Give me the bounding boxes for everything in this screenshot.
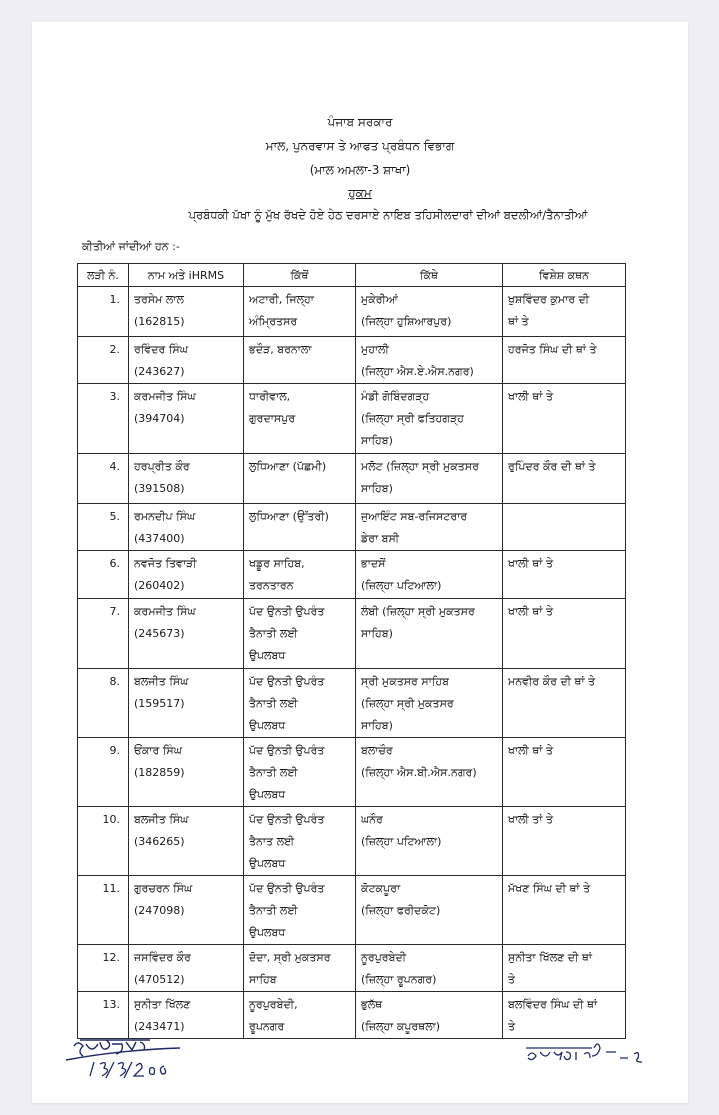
to-line: ਸਾਹਿਬ) bbox=[361, 434, 393, 447]
remarks-line: ਹਰਜੋਤ ਸਿੰਘ ਦੀ ਥਾਂ ਤੇ bbox=[508, 343, 597, 356]
cell-serial bbox=[78, 669, 129, 738]
cell-from bbox=[244, 454, 356, 504]
to-line: ਬਲਾਚੌਰ bbox=[361, 744, 393, 757]
cell-name-ihrms bbox=[129, 599, 244, 669]
cell-name-ihrms bbox=[129, 504, 244, 551]
column-header-to: ਕਿੱਥੇ bbox=[356, 264, 503, 287]
ihrms-id: (260402) bbox=[134, 579, 185, 592]
document-page bbox=[32, 22, 688, 1103]
from-line: ਉਪਲਬਧ bbox=[249, 649, 286, 662]
table-row bbox=[78, 945, 626, 992]
from-line: ਖਡੂਰ ਸਾਹਿਬ, bbox=[249, 557, 305, 570]
remarks-line: ਮਨਵੀਰ ਕੌਰ ਦੀ ਥਾਂ ਤੇ bbox=[508, 675, 596, 688]
table-row bbox=[78, 287, 626, 337]
branch-title: (ਮਾਲ ਅਮਲਾ-3 ਸ਼ਾਖਾ) bbox=[309, 163, 411, 177]
to-line: ਘਨੌਰ bbox=[361, 813, 383, 826]
remarks-line: ਸੁਨੀਤਾ ਖਿੱਲਣ ਦੀ ਥਾਂ bbox=[508, 951, 592, 964]
cell-remarks bbox=[503, 287, 626, 337]
cell-from bbox=[244, 738, 356, 807]
cell-to bbox=[356, 945, 503, 992]
cell-to bbox=[356, 384, 503, 454]
table-row bbox=[78, 738, 626, 807]
cell-serial bbox=[78, 504, 129, 551]
from-line: ਅਟਾਰੀ, ਜਿਲ੍ਹਾ bbox=[249, 293, 314, 306]
cell-from bbox=[244, 669, 356, 738]
from-line: ਰੂਪਨਗਰ bbox=[249, 1020, 285, 1033]
from-line: ਨੂਰਪੁਰਬੇਦੀ, bbox=[249, 998, 298, 1011]
from-line: ਲੁਧਿਆਣਾ (ਉੱਤਰੀ) bbox=[249, 510, 329, 523]
from-line: ਸਾਹਿਬ bbox=[249, 973, 277, 986]
serial-number: 9. bbox=[109, 744, 120, 757]
remarks-line: ਤੇ bbox=[508, 1020, 516, 1033]
column-header-name: ਨਾਮ ਅਤੇ iHRMS bbox=[129, 264, 244, 287]
signature-left bbox=[60, 1036, 190, 1082]
ihrms-id: (470512) bbox=[134, 973, 185, 986]
to-line: ਨੂਰਪੁਰਬੇਦੀ bbox=[361, 951, 407, 964]
remarks-line: ਤੇ bbox=[508, 973, 516, 986]
cell-serial bbox=[78, 599, 129, 669]
cell-to bbox=[356, 992, 503, 1039]
officer-name: ਰਮਨਦੀਪ ਸਿੰਘ bbox=[134, 510, 196, 523]
cell-serial bbox=[78, 287, 129, 337]
ihrms-id: (394704) bbox=[134, 412, 185, 425]
to-line: ਸਾਹਿਬ) bbox=[361, 719, 393, 732]
serial-number: 1. bbox=[109, 293, 120, 306]
from-line: ਅੰਮ੍ਰਿਤਸਰ bbox=[249, 315, 298, 328]
cell-remarks bbox=[503, 876, 626, 945]
cell-to bbox=[356, 807, 503, 876]
cell-serial bbox=[78, 807, 129, 876]
cell-remarks bbox=[503, 384, 626, 454]
cell-to bbox=[356, 669, 503, 738]
to-line: (ਜਿਲ੍ਹਾ ਹੁਸ਼ਿਆਰਪੁਰ) bbox=[361, 315, 452, 328]
ihrms-id: (247098) bbox=[134, 904, 185, 917]
remarks-line: ਬਲਵਿੰਦਰ ਸਿੰਘ ਦੀ ਥਾਂ bbox=[508, 998, 598, 1011]
remarks-line: ਖਾਲੀ ਥਾਂ ਤੇ bbox=[508, 744, 553, 757]
from-line: ਦੋਦਾ, ਸ੍ਰੀ ਮੁਕਤਸਰ bbox=[249, 951, 331, 964]
cell-from bbox=[244, 876, 356, 945]
table-row bbox=[78, 992, 626, 1039]
to-line: ਮੰਡੀ ਗੋਬਿੰਦਗੜ੍ਹ bbox=[361, 390, 430, 403]
cell-to bbox=[356, 876, 503, 945]
cell-name-ihrms bbox=[129, 384, 244, 454]
cell-remarks bbox=[503, 738, 626, 807]
cell-from bbox=[244, 504, 356, 551]
transfer-table bbox=[77, 263, 626, 1039]
to-line: ਸਾਹਿਬ) bbox=[361, 627, 393, 640]
cell-name-ihrms bbox=[129, 669, 244, 738]
table-row bbox=[78, 337, 626, 384]
remarks-line: ਰੁਪਿੰਦਰ ਕੌਰ ਦੀ ਥਾਂ ਤੇ bbox=[508, 460, 596, 473]
officer-name: ਰਵਿੰਦਰ ਸਿੰਘ bbox=[134, 343, 188, 356]
to-line: (ਜ਼ਿਲ੍ਹਾ ਫਰੀਦਕੋਟ) bbox=[361, 904, 441, 917]
remarks-line: ਖੁਸ਼ਵਿੰਦਰ ਕੁਮਾਰ ਦੀ bbox=[508, 293, 590, 306]
cell-name-ihrms bbox=[129, 454, 244, 504]
to-line: (ਜ਼ਿਲ੍ਹਾ ਪਟਿਆਲਾ) bbox=[361, 835, 442, 848]
cell-serial bbox=[78, 454, 129, 504]
ihrms-id: (162815) bbox=[134, 315, 185, 328]
cell-name-ihrms bbox=[129, 337, 244, 384]
table-row bbox=[78, 876, 626, 945]
to-line: (ਜ਼ਿਲ੍ਹਾ ਐਸ.ਬੀ.ਐਸ.ਨਗਰ) bbox=[361, 766, 477, 779]
officer-name: ਗੁਰਚਰਨ ਸਿੰਘ bbox=[134, 882, 193, 895]
serial-number: 13. bbox=[102, 998, 120, 1011]
remarks-line: ਥਾਂ ਤੇ bbox=[508, 315, 529, 328]
cell-remarks bbox=[503, 807, 626, 876]
column-header-serial: ਲੜੀ ਨੰ. bbox=[78, 264, 129, 287]
ihrms-id: (243471) bbox=[134, 1020, 185, 1033]
from-line: ਤੈਨਾਤੀ ਲਈ bbox=[249, 627, 298, 640]
to-line: (ਜ਼ਿਲ੍ਹਾ ਪਟਿਆਲਾ) bbox=[361, 579, 442, 592]
ihrms-id: (391508) bbox=[134, 482, 185, 495]
to-line: ਮੁਕੇਰੀਆਂ bbox=[361, 293, 398, 306]
cell-to bbox=[356, 454, 503, 504]
intro-line-2: ਕੀਤੀਆਂ ਜਾਂਦੀਆਂ ਹਨ :- bbox=[82, 240, 180, 253]
cell-from bbox=[244, 599, 356, 669]
to-line: ਮੁਹਾਲੀ bbox=[361, 343, 389, 356]
cell-to bbox=[356, 337, 503, 384]
to-line: (ਜ਼ਿਲ੍ਹਾ ਸ੍ਰੀ ਫਤਿਹਗੜ੍ਹ bbox=[361, 412, 464, 425]
to-line: ਡੇਰਾ ਬਸੀ bbox=[361, 532, 400, 545]
officer-name: ਬਲਜੀਤ ਸਿੰਘ bbox=[134, 813, 189, 826]
to-line: (ਜ਼ਿਲ੍ਹਾ ਰੂਪਨਗਰ) bbox=[361, 973, 437, 986]
column-header-remarks: ਵਿਸ਼ੇਸ਼ ਕਥਨ bbox=[503, 264, 626, 287]
to-line: ਜੁਆਇੰਟ ਸਬ-ਰਜਿਸਟਰਾਰ bbox=[361, 510, 468, 523]
from-line: ਗੁਰਦਾਸਪੁਰ bbox=[249, 412, 296, 425]
to-line: ਕੋਟਕਪੂਰਾ bbox=[361, 882, 401, 895]
cell-name-ihrms bbox=[129, 807, 244, 876]
cell-to bbox=[356, 551, 503, 599]
ihrms-id: (437400) bbox=[134, 532, 185, 545]
intro-line-1: ਪ੍ਰਬੰਧਕੀ ਪੱਖਾ ਨੂੰ ਮੁੱਖ ਰੱਖਦੇ ਹੋਏ ਹੇਠ ਦਰਸਾਏ ਨਾਇਬ ਤਹਿਸੀਲਦਾਰਾਂ ਦੀਆਂ ਬਦਲੀਆਂ/ਤੈਨਾਤੀਆਂ bbox=[188, 208, 588, 222]
cell-to bbox=[356, 738, 503, 807]
ihrms-id: (243627) bbox=[134, 365, 185, 378]
cell-remarks bbox=[503, 551, 626, 599]
cell-name-ihrms bbox=[129, 551, 244, 599]
ihrms-id: (159517) bbox=[134, 697, 185, 710]
cell-name-ihrms bbox=[129, 945, 244, 992]
to-line: (ਜ਼ਿਲ੍ਹਾ ਕਪੂਰਥਲਾ) bbox=[361, 1020, 441, 1033]
department-title: ਮਾਲ, ਪੁਨਰਵਾਸ ਤੇ ਆਫਤ ਪ੍ਰਬੰਧਨ ਵਿਭਾਗ bbox=[265, 139, 455, 153]
cell-from bbox=[244, 945, 356, 992]
remarks-line: ਖਾਲੀ ਥਾਂ ਤੇ bbox=[508, 557, 553, 570]
to-line: ਭਾਦਸੋਂ bbox=[361, 557, 386, 570]
table-row bbox=[78, 807, 626, 876]
cell-remarks bbox=[503, 504, 626, 551]
cell-name-ihrms bbox=[129, 992, 244, 1039]
serial-number: 3. bbox=[109, 390, 120, 403]
cell-from bbox=[244, 551, 356, 599]
from-line: ਧਾਰੀਵਾਲ, bbox=[249, 390, 291, 403]
from-line: ਤੈਨਾਤੀ ਲਈ bbox=[249, 766, 298, 779]
cell-serial bbox=[78, 992, 129, 1039]
cell-serial bbox=[78, 551, 129, 599]
ihrms-id: (182859) bbox=[134, 766, 185, 779]
serial-number: 5. bbox=[109, 510, 120, 523]
government-title: ਪੰਜਾਬ ਸਰਕਾਰ bbox=[327, 115, 393, 129]
remarks-line: ਖਾਲੀ ਤਾਂ ਤੇ bbox=[508, 813, 554, 826]
remarks-line: ਮੱਖਣ ਸਿੰਘ ਦੀ ਥਾਂ ਤੇ bbox=[508, 882, 591, 895]
cell-to bbox=[356, 287, 503, 337]
from-line: ਉਪਲਬਧ bbox=[249, 926, 286, 939]
from-line: ਉਪਲਬਧ bbox=[249, 857, 286, 870]
cell-name-ihrms bbox=[129, 287, 244, 337]
cell-remarks bbox=[503, 669, 626, 738]
from-line: ਤੈਨਾਤੀ ਲਈ bbox=[249, 904, 298, 917]
cell-from bbox=[244, 384, 356, 454]
officer-name: ਨਵਜੋਤ ਤਿਵਾੜੀ bbox=[134, 557, 197, 570]
serial-number: 10. bbox=[102, 813, 120, 826]
officer-name: ਹਰਪ੍ਰੀਤ ਕੌਰ bbox=[134, 460, 190, 473]
serial-number: 2. bbox=[109, 343, 120, 356]
serial-number: 4. bbox=[109, 460, 120, 473]
officer-name: ਓਂਕਾਰ ਸਿੰਘ bbox=[134, 744, 182, 757]
serial-number: 6. bbox=[109, 557, 120, 570]
cell-remarks bbox=[503, 599, 626, 669]
cell-remarks bbox=[503, 945, 626, 992]
serial-number: 11. bbox=[102, 882, 120, 895]
cell-serial bbox=[78, 945, 129, 992]
officer-name: ਕਰਮਜੀਤ ਸਿੰਘ bbox=[134, 390, 196, 403]
to-line: ਸ੍ਰੀ ਮੁਕਤਸਰ ਸਾਹਿਬ bbox=[361, 675, 450, 688]
to-line: ਭੁਲੱਥ bbox=[361, 998, 383, 1011]
from-line: ਉਪਲਬਧ bbox=[249, 788, 286, 801]
table-row bbox=[78, 504, 626, 551]
officer-name: ਸੁਨੀਤਾ ਖਿੱਲਣ bbox=[134, 998, 191, 1011]
from-line: ਲੁਧਿਆਣਾ (ਪੱਛਮੀ) bbox=[249, 460, 327, 473]
cell-to bbox=[356, 599, 503, 669]
officer-name: ਤਰਸੇਮ ਲਾਲ bbox=[134, 293, 184, 306]
remarks-line: ਖਾਲੀ ਥਾਂ ਤੇ bbox=[508, 390, 553, 403]
ihrms-id: (245673) bbox=[134, 627, 185, 640]
table-header-row bbox=[78, 264, 626, 287]
from-line: ਪੱਦ ਉਨਤੀ ਉਪਰੰਤ bbox=[249, 605, 325, 618]
to-line: (ਜਿਲ੍ਹਾ ਐਸ.ਏ.ਐਸ.ਨਗਰ) bbox=[361, 365, 474, 378]
from-line: ਤੈਨਾਤੀ ਲਈ bbox=[249, 697, 298, 710]
to-line: ਮਲੋਟ (ਜ਼ਿਲ੍ਹਾ ਸ੍ਰੀ ਮੁਕਤਸਰ bbox=[361, 460, 479, 473]
from-line: ਪੱਦ ਉਨਤੀ ਉਪਰੰਤ bbox=[249, 744, 325, 757]
to-line: (ਜ਼ਿਲ੍ਹਾ ਸ੍ਰੀ ਮੁਕਤਸਰ bbox=[361, 697, 454, 710]
cell-from bbox=[244, 807, 356, 876]
cell-name-ihrms bbox=[129, 876, 244, 945]
cell-serial bbox=[78, 876, 129, 945]
officer-name: ਕਰਮਜੀਤ ਸਿੰਘ bbox=[134, 605, 196, 618]
officer-name: ਬਲਜੀਤ ਸਿੰਘ bbox=[134, 675, 189, 688]
from-line: ਪੱਦ ਉਨਤੀ ਉਪਰੰਤ bbox=[249, 675, 325, 688]
from-line: ਉਪਲਬਧ bbox=[249, 719, 286, 732]
remarks-line: ਖਾਲੀ ਥਾਂ ਤੇ bbox=[508, 605, 553, 618]
cell-serial bbox=[78, 738, 129, 807]
table-row bbox=[78, 384, 626, 454]
to-line: ਸਾਹਿਬ) bbox=[361, 482, 393, 495]
ihrms-id: (346265) bbox=[134, 835, 185, 848]
serial-number: 8. bbox=[109, 675, 120, 688]
from-line: ਤੈਨਾਤ ਲਈ bbox=[249, 835, 295, 848]
from-line: ਭਦੌੜ, ਬਰਨਾਲਾ bbox=[249, 343, 312, 356]
table-body bbox=[78, 287, 626, 1039]
serial-number: 12. bbox=[102, 951, 120, 964]
table-row bbox=[78, 454, 626, 504]
table-row bbox=[78, 599, 626, 669]
column-header-from: ਕਿੱਥੋਂ bbox=[244, 264, 356, 287]
from-line: ਪੱਦ ਉਨਤੀ ਉਪਰੰਤ bbox=[249, 882, 325, 895]
table-row bbox=[78, 551, 626, 599]
cell-name-ihrms bbox=[129, 738, 244, 807]
cell-to bbox=[356, 504, 503, 551]
from-line: ਤਰਨਤਾਰਨ bbox=[249, 579, 294, 592]
from-line: ਪੱਦ ਉਨਤੀ ਉਪਰੰਤ bbox=[249, 813, 325, 826]
signature-right bbox=[522, 1040, 652, 1070]
cell-remarks bbox=[503, 337, 626, 384]
order-title: ਹੁਕਮ bbox=[348, 186, 372, 200]
cell-from bbox=[244, 287, 356, 337]
cell-serial bbox=[78, 384, 129, 454]
cell-from bbox=[244, 337, 356, 384]
cell-serial bbox=[78, 337, 129, 384]
cell-remarks bbox=[503, 992, 626, 1039]
cell-remarks bbox=[503, 454, 626, 504]
cell-from bbox=[244, 992, 356, 1039]
table-row bbox=[78, 669, 626, 738]
serial-number: 7. bbox=[109, 605, 120, 618]
to-line: ਲੰਬੀ (ਜ਼ਿਲ੍ਹਾ ਸ੍ਰੀ ਮੁਕਤਸਰ bbox=[361, 605, 475, 618]
officer-name: ਜਸਵਿੰਦਰ ਕੌਰ bbox=[134, 951, 191, 964]
